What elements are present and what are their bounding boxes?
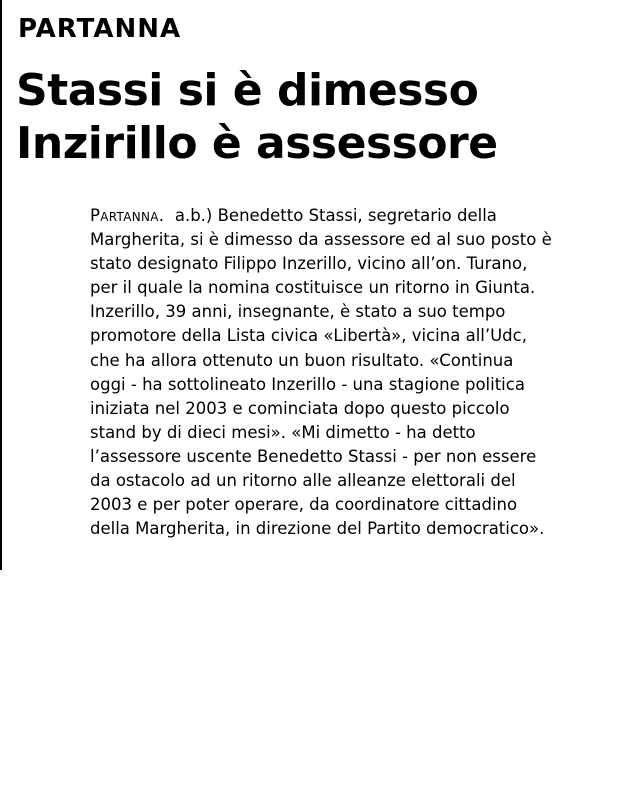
dateline: Partanna. <box>90 206 165 225</box>
article-line: stato designato Filippo Inzerillo, vicino all’on. Turano, <box>90 254 528 274</box>
article-line: per il quale la nomina costituisce un ritorno in Giunta. <box>90 278 536 298</box>
article-line: oggi - ha sottolineato Inzerillo - una stagione politica <box>90 374 525 394</box>
article-line: promotore della Lista civica «Libertà», vicina all’Udc, <box>90 326 527 346</box>
article-line: 2003 e per poter operare, da coordinatore cittadino <box>90 495 518 515</box>
article-line: iniziata nel 2003 e cominciata dopo questo piccolo <box>90 398 510 418</box>
article-body <box>90 204 620 541</box>
headline-line-1: Stassi si è dimesso <box>16 65 479 116</box>
article-line: Margherita, si è dimesso da assessore ed al suo posto è <box>90 230 552 250</box>
article-line <box>90 204 620 228</box>
article-line: l’assessore uscente Benedetto Stassi - per non essere <box>90 446 537 466</box>
article-line: da ostacolo ad un ritorno alle alleanze elettorali del <box>90 471 516 491</box>
headline-line-2: Inzirillo è assessore <box>16 118 498 169</box>
article-line: della Margherita, in direzione del Partito democratico». <box>90 519 545 539</box>
article-line: che ha allora ottenuto un buon risultato. «Continua <box>90 350 514 370</box>
section-label: PARTANNA <box>18 14 182 44</box>
headline <box>16 64 498 170</box>
article-line-text: a.b.) Benedetto Stassi, segretario della <box>174 206 497 225</box>
article-line: Inzerillo, 39 anni, insegnante, è stato a suo tempo <box>90 302 506 322</box>
article-line: stand by di dieci mesi». «Mi dimetto - ha detto <box>90 422 476 442</box>
column-rule <box>0 0 2 570</box>
